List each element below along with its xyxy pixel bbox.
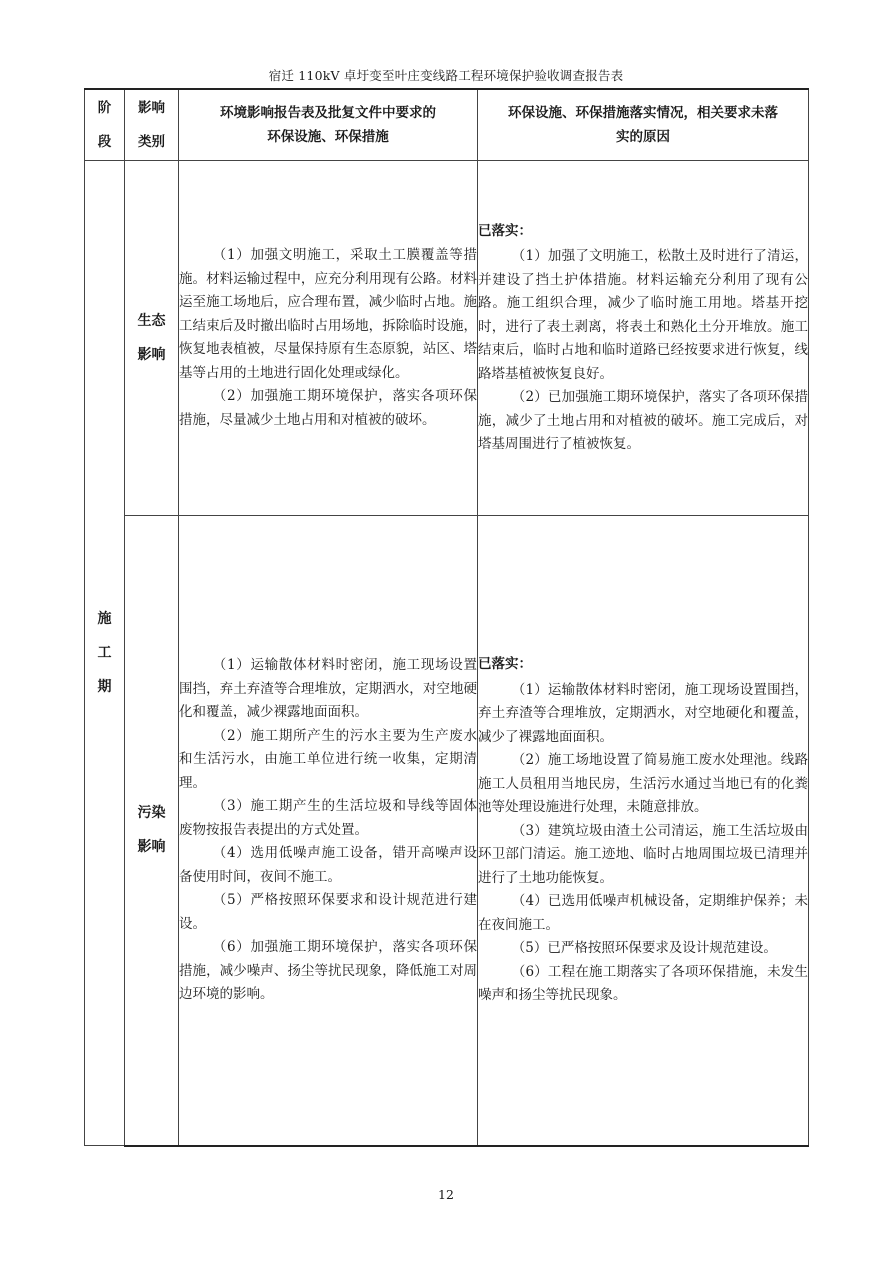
stage-construction-period: 施 工 期 — [85, 161, 125, 1146]
header-impact-type: 影响 类别 — [125, 89, 179, 161]
implementation-paragraph: （6）工程在施工期落实了各项环保措施，未发生噪声和扬尘等扰民现象。 — [478, 963, 808, 1003]
implementation-paragraph: （5）已严格按照环保要求及设计规范建设。 — [511, 940, 777, 956]
table-row-ecological — [85, 161, 809, 516]
table-row-pollution — [85, 516, 809, 1146]
implementation-pollution — [478, 516, 809, 1146]
implementation-paragraph: （3）建筑垃圾由渣土公司清运，施工生活垃圾由环卫部门清运。施工迹地、临时占地周围垃圾已清理并进行了土地功能恢复。 — [478, 822, 808, 886]
implementation-paragraph: （2）已加强施工期环境保护，落实了各项环保措施，减少了土地占用和对植被的破坏。施工完成后，对塔基周围进行了植被恢复。 — [478, 389, 808, 452]
requirement-paragraph: （2）加强施工期环境保护，落实各项环保措施，尽量减少土地占用和对植被的破坏。 — [179, 388, 477, 428]
requirement-paragraph: （5）严格按照环保要求和设计规范进行建设。 — [179, 892, 477, 932]
header-stage: 阶 段 — [85, 89, 125, 161]
table-header-row — [85, 89, 809, 161]
requirement-paragraph: （1）运输散体材料时密闭，施工现场设置围挡，弃土弃渣等合理堆放，定期洒水，对空地硬化和覆盖，减少裸露地面面积。 — [179, 657, 477, 720]
header-implementation: 环保设施、环保措施落实情况，相关要求未落 实的原因 — [478, 89, 809, 161]
implementation-status: 已落实： — [478, 222, 532, 239]
implementation-paragraph: （4）已选用低噪声机械设备，定期维护保养；未在夜间施工。 — [478, 893, 808, 933]
implementation-paragraph: （1）运输散体材料时密闭，施工现场设置围挡，弃土弃渣等合理堆放，定期洒水，对空地硬化和覆盖，减少了裸露地面面积。 — [478, 681, 808, 745]
implementation-status: 已落实： — [478, 656, 532, 672]
requirements-ecological — [179, 161, 478, 516]
impact-type-pollution: 污染 影响 — [125, 516, 179, 1146]
environmental-acceptance-table — [84, 88, 809, 1147]
requirements-pollution — [179, 516, 478, 1146]
requirement-paragraph: （2）施工期所产生的污水主要为生产废水和生活污水，由施工单位进行统一收集，定期清理。 — [179, 727, 477, 791]
impact-type-ecological: 生态 影响 — [125, 161, 179, 516]
implementation-ecological — [478, 161, 809, 516]
implementation-paragraph: （2）施工场地设置了简易施工废水处理池。线路施工人员租用当地民房，生活污水通过当地已有的化粪池等处理设施进行处理，未随意排放。 — [478, 752, 808, 815]
page-number: 12 — [438, 1187, 454, 1202]
requirement-paragraph: （3）施工期产生的生活垃圾和导线等固体废物按报告表提出的方式处置。 — [179, 798, 477, 838]
implementation-paragraph: （1）加强了文明施工，松散土及时进行了清运，并建设了挡土护体措施。材料运输充分利用了现有公路。施工组织合理，减少了临时施工用地。塔基开挖时，进行了表土剥离，将表土和熟化土分开堆放。施工结束后，临时占地和临时道路已经按要求进行恢复，线路塔基植被恢复良好。 — [478, 248, 808, 382]
header-requirements: 环境影响报告表及批复文件中要求的 环保设施、环保措施 — [179, 89, 478, 161]
requirement-paragraph: （4）选用低噪声施工设备，错开高噪声设备使用时间，夜间不施工。 — [179, 845, 477, 885]
requirement-paragraph: （1）加强文明施工，采取土工膜覆盖等措施。材料运输过程中，应充分利用现有公路。材料运至施工场地后，应合理布置，减少临时占地。施工结束后及时撤出临时占用场地，拆除临时设施，恢复地表植被，尽量保持原有生态原貌，站区、塔基等占用的土地进行固化处理或绿化。 — [179, 247, 477, 381]
document-title: 宿迁 110kV 卓圩变至叶庄变线路工程环境保护验收调查报告表 — [268, 68, 624, 83]
requirement-paragraph: （6）加强施工期环境保护，落实各项环保措施，减少噪声、扬尘等扰民现象，降低施工对周边环境的影响。 — [179, 939, 477, 1002]
